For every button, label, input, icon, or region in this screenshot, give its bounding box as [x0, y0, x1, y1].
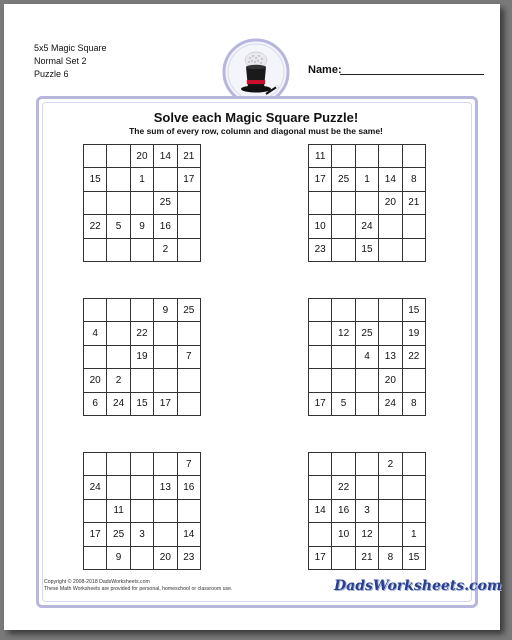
- given-cell: 16: [154, 215, 177, 238]
- grid-row: [84, 299, 201, 322]
- blank-cell[interactable]: [332, 299, 355, 322]
- blank-cell[interactable]: [84, 453, 107, 476]
- blank-cell[interactable]: [107, 299, 130, 322]
- grid-row: [84, 476, 201, 499]
- blank-cell[interactable]: [84, 145, 107, 168]
- given-cell: 10: [309, 215, 332, 238]
- given-cell: 9: [154, 299, 177, 322]
- copyright-text: Copyright © 2008-2018 DadsWorksheets.com: [44, 579, 150, 585]
- grid-row: [84, 453, 201, 476]
- blank-cell[interactable]: [332, 215, 355, 238]
- given-cell: 19: [130, 345, 153, 368]
- given-cell: 25: [177, 299, 200, 322]
- blank-cell[interactable]: [355, 476, 378, 499]
- blank-cell[interactable]: [130, 369, 153, 392]
- given-cell: 8: [402, 168, 425, 191]
- blank-cell[interactable]: [309, 191, 332, 214]
- blank-cell[interactable]: [379, 476, 402, 499]
- blank-cell[interactable]: [130, 546, 153, 569]
- blank-cell[interactable]: [332, 191, 355, 214]
- given-cell: 5: [332, 392, 355, 415]
- given-cell: 7: [177, 345, 200, 368]
- magic-square-2: [308, 144, 426, 262]
- worksheet-type: 5x5 Magic Square: [34, 43, 107, 53]
- given-cell: 11: [107, 499, 130, 522]
- blank-cell[interactable]: [177, 215, 200, 238]
- grid-row: [309, 392, 426, 415]
- blank-cell[interactable]: [177, 369, 200, 392]
- given-cell: 15: [84, 168, 107, 191]
- given-cell: 24: [107, 392, 130, 415]
- given-cell: 9: [130, 215, 153, 238]
- given-cell: 23: [309, 238, 332, 261]
- given-cell: 8: [402, 392, 425, 415]
- blank-cell[interactable]: [355, 392, 378, 415]
- blank-cell[interactable]: [154, 322, 177, 345]
- given-cell: 2: [107, 369, 130, 392]
- given-cell: 1: [355, 168, 378, 191]
- usage-note: These Math Worksheets are provided for personal, homeschool or classroom use.: [44, 586, 233, 592]
- blank-cell[interactable]: [402, 145, 425, 168]
- grid-row: [309, 523, 426, 546]
- blank-cell[interactable]: [84, 345, 107, 368]
- given-cell: 11: [309, 145, 332, 168]
- given-cell: 1: [130, 168, 153, 191]
- given-cell: 2: [154, 238, 177, 261]
- worksheet-set: Normal Set 2: [34, 56, 87, 66]
- given-cell: 20: [84, 369, 107, 392]
- blank-cell[interactable]: [84, 499, 107, 522]
- blank-cell[interactable]: [154, 523, 177, 546]
- blank-cell[interactable]: [355, 453, 378, 476]
- blank-cell[interactable]: [402, 476, 425, 499]
- blank-cell[interactable]: [402, 499, 425, 522]
- blank-cell[interactable]: [154, 369, 177, 392]
- given-cell: 3: [355, 499, 378, 522]
- blank-cell[interactable]: [355, 191, 378, 214]
- blank-cell[interactable]: [177, 322, 200, 345]
- given-cell: 21: [355, 546, 378, 569]
- instructions-subtitle: The sum of every row, column and diagonal must be the same!: [129, 126, 383, 136]
- blank-cell[interactable]: [177, 499, 200, 522]
- grid-row: [84, 238, 201, 261]
- blank-cell[interactable]: [379, 299, 402, 322]
- blank-cell[interactable]: [107, 322, 130, 345]
- blank-cell[interactable]: [379, 499, 402, 522]
- blank-cell[interactable]: [84, 299, 107, 322]
- given-cell: 15: [355, 238, 378, 261]
- blank-cell[interactable]: [107, 168, 130, 191]
- given-cell: 2: [379, 453, 402, 476]
- given-cell: 24: [84, 476, 107, 499]
- blank-cell[interactable]: [130, 476, 153, 499]
- blank-cell[interactable]: [107, 145, 130, 168]
- blank-cell[interactable]: [309, 299, 332, 322]
- given-cell: 14: [309, 499, 332, 522]
- grid-row: [309, 238, 426, 261]
- blank-cell[interactable]: [355, 369, 378, 392]
- given-cell: 21: [402, 191, 425, 214]
- blank-cell[interactable]: [332, 369, 355, 392]
- grid-row: [309, 145, 426, 168]
- given-cell: 22: [402, 345, 425, 368]
- blank-cell[interactable]: [332, 453, 355, 476]
- given-cell: 15: [130, 392, 153, 415]
- blank-cell[interactable]: [309, 369, 332, 392]
- grid-row: [84, 546, 201, 569]
- grid-row: [84, 369, 201, 392]
- name-label: Name:: [308, 64, 342, 76]
- given-cell: 17: [154, 392, 177, 415]
- instructions-title: Solve each Magic Square Puzzle!: [153, 110, 359, 125]
- blank-cell[interactable]: [107, 453, 130, 476]
- given-cell: 4: [355, 345, 378, 368]
- blank-cell[interactable]: [107, 476, 130, 499]
- given-cell: 24: [355, 215, 378, 238]
- grid-row: [84, 322, 201, 345]
- blank-cell[interactable]: [130, 453, 153, 476]
- grid-row: [84, 145, 201, 168]
- given-cell: 1: [402, 523, 425, 546]
- blank-cell[interactable]: [332, 345, 355, 368]
- blank-cell[interactable]: [177, 392, 200, 415]
- footer-copyright: [44, 579, 232, 593]
- given-cell: 20: [379, 369, 402, 392]
- given-cell: 17: [177, 168, 200, 191]
- given-cell: 13: [379, 345, 402, 368]
- given-cell: 22: [130, 322, 153, 345]
- blank-cell[interactable]: [177, 238, 200, 261]
- given-cell: 25: [107, 523, 130, 546]
- blank-cell[interactable]: [379, 145, 402, 168]
- given-cell: 25: [154, 191, 177, 214]
- given-cell: 16: [332, 499, 355, 522]
- grid-row: [309, 345, 426, 368]
- given-cell: 17: [309, 546, 332, 569]
- grid-row: [84, 392, 201, 415]
- blank-cell[interactable]: [309, 453, 332, 476]
- blank-cell[interactable]: [309, 322, 332, 345]
- blank-cell[interactable]: [154, 499, 177, 522]
- blank-cell[interactable]: [332, 546, 355, 569]
- given-cell: 20: [154, 546, 177, 569]
- grid-row: [84, 215, 201, 238]
- given-cell: 25: [355, 322, 378, 345]
- blank-cell[interactable]: [355, 145, 378, 168]
- blank-cell[interactable]: [355, 299, 378, 322]
- given-cell: 21: [177, 145, 200, 168]
- blank-cell[interactable]: [309, 476, 332, 499]
- worksheet-puzzle-number: Puzzle 6: [34, 69, 69, 79]
- blank-cell[interactable]: [84, 546, 107, 569]
- given-cell: 14: [154, 145, 177, 168]
- blank-cell[interactable]: [177, 191, 200, 214]
- blank-cell[interactable]: [107, 345, 130, 368]
- given-cell: 17: [309, 392, 332, 415]
- blank-cell[interactable]: [84, 238, 107, 261]
- given-cell: 25: [332, 168, 355, 191]
- grid-row: [309, 168, 426, 191]
- given-cell: 12: [355, 523, 378, 546]
- worksheet-info: [34, 42, 107, 81]
- given-cell: 20: [379, 191, 402, 214]
- magic-square-6: [308, 452, 426, 570]
- name-field[interactable]: [340, 74, 484, 75]
- given-cell: 22: [332, 476, 355, 499]
- blank-cell[interactable]: [130, 499, 153, 522]
- blank-cell[interactable]: [130, 191, 153, 214]
- blank-cell[interactable]: [379, 322, 402, 345]
- blank-cell[interactable]: [402, 369, 425, 392]
- blank-cell[interactable]: [309, 523, 332, 546]
- grid-row: [84, 345, 201, 368]
- magic-square-1: [83, 144, 201, 262]
- grid-row: [309, 322, 426, 345]
- given-cell: 19: [402, 322, 425, 345]
- given-cell: 5: [107, 215, 130, 238]
- given-cell: 15: [402, 299, 425, 322]
- given-cell: 17: [309, 168, 332, 191]
- grid-row: [84, 168, 201, 191]
- given-cell: 16: [177, 476, 200, 499]
- blank-cell[interactable]: [332, 145, 355, 168]
- grid-row: [309, 369, 426, 392]
- given-cell: 13: [154, 476, 177, 499]
- blank-cell[interactable]: [107, 238, 130, 261]
- given-cell: 12: [332, 322, 355, 345]
- blank-cell[interactable]: [332, 238, 355, 261]
- blank-cell[interactable]: [402, 453, 425, 476]
- given-cell: 24: [379, 392, 402, 415]
- grid-row: [84, 523, 201, 546]
- blank-cell[interactable]: [379, 238, 402, 261]
- grid-row: [84, 499, 201, 522]
- magic-square-4: [308, 298, 426, 416]
- given-cell: 14: [177, 523, 200, 546]
- blank-cell[interactable]: [154, 345, 177, 368]
- given-cell: 10: [332, 523, 355, 546]
- grid-row: [84, 191, 201, 214]
- given-cell: 14: [379, 168, 402, 191]
- magic-square-5: [83, 452, 201, 570]
- given-cell: 6: [84, 392, 107, 415]
- given-cell: 4: [84, 322, 107, 345]
- given-cell: 7: [177, 453, 200, 476]
- grid-row: [309, 476, 426, 499]
- blank-cell[interactable]: [154, 453, 177, 476]
- blank-cell[interactable]: [379, 523, 402, 546]
- blank-cell[interactable]: [84, 191, 107, 214]
- blank-cell[interactable]: [130, 299, 153, 322]
- given-cell: 22: [84, 215, 107, 238]
- blank-cell[interactable]: [402, 215, 425, 238]
- grid-row: [309, 299, 426, 322]
- given-cell: 23: [177, 546, 200, 569]
- given-cell: 15: [402, 546, 425, 569]
- blank-cell[interactable]: [130, 238, 153, 261]
- blank-cell[interactable]: [379, 215, 402, 238]
- grid-row: [309, 546, 426, 569]
- given-cell: 8: [379, 546, 402, 569]
- magic-square-3: [83, 298, 201, 416]
- grid-row: [309, 215, 426, 238]
- given-cell: 9: [107, 546, 130, 569]
- given-cell: 17: [84, 523, 107, 546]
- given-cell: 3: [130, 523, 153, 546]
- grid-row: [309, 191, 426, 214]
- blank-cell[interactable]: [309, 345, 332, 368]
- blank-cell[interactable]: [402, 238, 425, 261]
- blank-cell[interactable]: [107, 191, 130, 214]
- grid-row: [309, 499, 426, 522]
- given-cell: 20: [130, 145, 153, 168]
- grid-row: [309, 453, 426, 476]
- blank-cell[interactable]: [154, 168, 177, 191]
- brand-logo: DadsWorksheets.com: [334, 578, 502, 594]
